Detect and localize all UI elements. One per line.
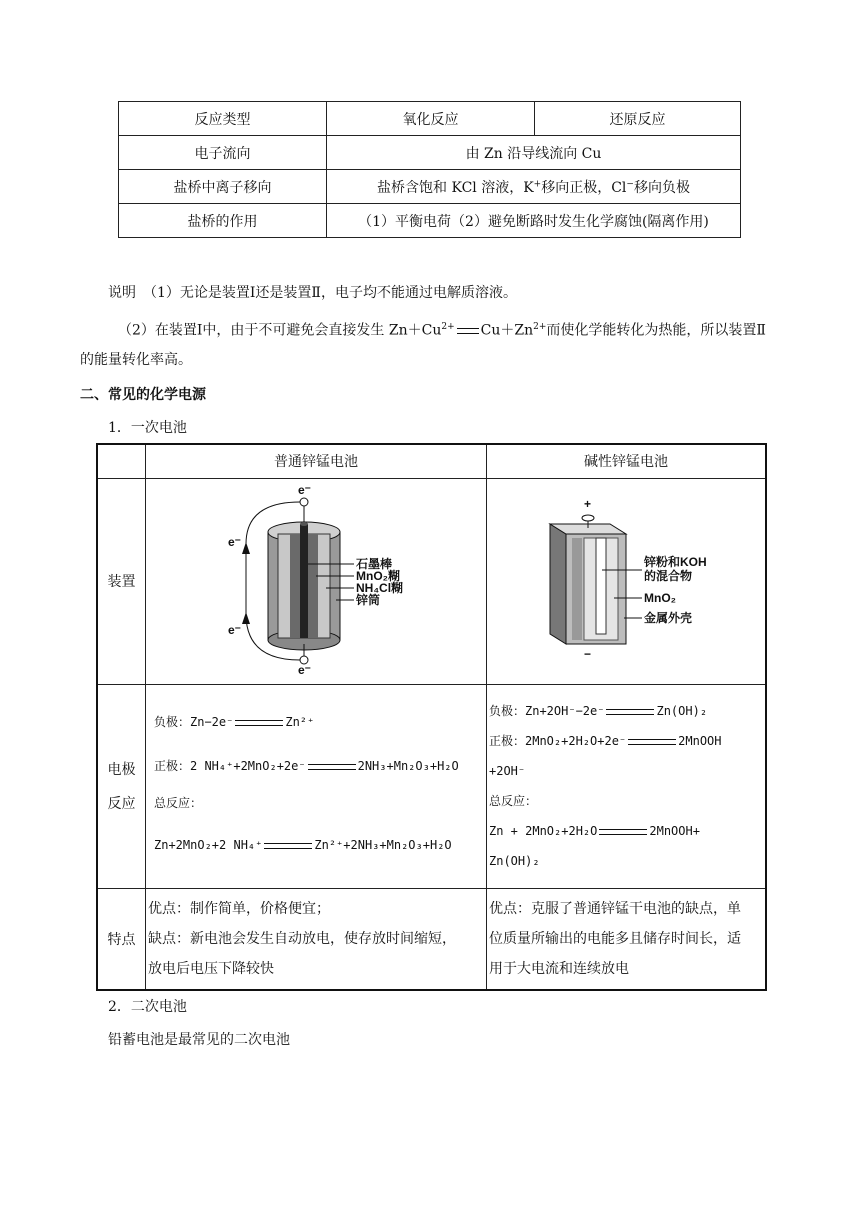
mno2-label: MnO₂ (644, 591, 676, 605)
table-cell (97, 444, 146, 478)
text: 盐桥含饱和 KCl 溶液，K (377, 179, 534, 196)
electron-label: e⁻ (228, 535, 242, 549)
feature-line: 缺点：新电池会发生自动放电，使存放时间缩短， (148, 930, 456, 947)
graphite-rod-label: 石墨棒 (356, 557, 393, 571)
negative-terminal-label: − (584, 647, 592, 661)
table-row (119, 136, 741, 170)
table-cell: 电子流向 (119, 136, 327, 170)
mno2-paste-label: MnO₂糊 (356, 569, 400, 583)
note-line-2 (118, 316, 766, 342)
equation-right: 2MnOOH+ (649, 824, 700, 838)
table-cell (487, 684, 767, 888)
subsection-title: 1．一次电池 (108, 420, 187, 436)
table-cell (487, 888, 767, 990)
feature-line: 位质量所输出的电能多且储存时间长，适 (489, 930, 741, 947)
equation-left: Zn+2MnO₂+2 NH₄⁺ (154, 838, 263, 852)
equals-sign (235, 720, 283, 726)
feature-line: 用于大电流和连续放电 (489, 960, 629, 977)
table-cell: 盐桥中离子移向 (119, 170, 327, 204)
equation-continuation: +2OH⁻ (489, 764, 526, 778)
nh4cl-paste-label: NH₄Cl糊 (356, 581, 404, 595)
summary-table (118, 101, 741, 238)
superscript: 2+ (533, 322, 547, 332)
table-cell (146, 888, 487, 990)
table-cell: 反应类型 (119, 102, 327, 136)
text: （2）在装置Ⅰ中，由于不可避免会直接发生 Zn＋Cu (118, 322, 442, 339)
metal-shell-label: 金属外壳 (644, 611, 693, 625)
positive-terminal-label: + (584, 497, 592, 511)
equation-left: 正极：2 NH₄⁺+2MnO₂+2e⁻ (154, 759, 306, 773)
equation-left: 负极：Zn+2OH⁻−2e⁻ (489, 704, 605, 718)
table-row (97, 478, 766, 684)
feature-line: 放电后电压下降较快 (148, 960, 274, 977)
superscript: 2+ (441, 322, 455, 332)
table-row (119, 170, 741, 204)
battery-table (96, 443, 767, 991)
row-label (97, 684, 146, 888)
electron-label: e⁻ (228, 623, 242, 637)
row-label-line: 反应 (107, 796, 136, 812)
table-row (97, 684, 766, 888)
note-line-1: 说明 （1）无论是装置Ⅰ还是装置Ⅱ，电子均不能通过电解质溶液。 (108, 285, 517, 301)
equals-sign (308, 764, 356, 770)
equals-sign (457, 328, 479, 334)
row-label-line: 电极 (107, 762, 136, 778)
body-text: 铅蓄电池是最常见的二次电池 (108, 1032, 290, 1048)
feature-line: 优点：克服了普通锌锰干电池的缺点，单 (489, 900, 741, 917)
table-cell (327, 170, 741, 204)
table-row (97, 444, 766, 478)
table-row (119, 204, 741, 238)
table-row (119, 102, 741, 136)
subsection-title: 2．二次电池 (108, 999, 187, 1015)
equation-right: 2MnOOH (678, 734, 722, 748)
equation-right: Zn²⁺+2NH₃+Mn₂O₃+H₂O (314, 838, 452, 852)
table-cell: 由 Zn 沿导线流向 Cu (327, 136, 741, 170)
equation-left: 负极：Zn−2e⁻ (154, 715, 234, 729)
figure-cell (146, 478, 487, 684)
zinc-koh-label-2: 的混合物 (644, 569, 693, 583)
table-row (97, 888, 766, 990)
note-line-3: 的能量转化率高。 (80, 352, 192, 368)
table-cell (146, 684, 487, 888)
feature-line: 优点：制作简单，价格便宜； (148, 900, 330, 917)
text: 而使化学能转化为热能，所以装置Ⅱ (546, 322, 766, 339)
equation-label: 总反应： (489, 794, 538, 808)
superscript: − (626, 178, 634, 189)
row-label: 装置 (97, 478, 146, 684)
zinc-can-label: 锌筒 (356, 593, 381, 607)
table-cell: 还原反应 (535, 102, 741, 136)
table-cell: 普通锌锰电池 (146, 444, 487, 478)
electron-label: e⁻ (298, 663, 312, 674)
equation-left: Zn + 2MnO₂+2H₂O (489, 824, 598, 838)
table-cell: 碱性锌锰电池 (487, 444, 767, 478)
equals-sign (628, 739, 676, 745)
electron-label: e⁻ (298, 484, 312, 497)
row-label: 特点 (97, 888, 146, 990)
equation-right: Zn²⁺ (285, 715, 315, 729)
equation-right: 2NH₃+Mn₂O₃+H₂O (357, 759, 459, 773)
text: 移向负极 (633, 179, 690, 196)
table-cell: 盐桥的作用 (119, 204, 327, 238)
superscript: + (533, 178, 542, 189)
section-title: 二、常见的化学电源 (80, 387, 206, 403)
text: Cu＋Zn (480, 322, 534, 339)
equals-sign (264, 843, 312, 849)
equation-left: 正极：2MnO₂+2H₂O+2e⁻ (489, 734, 627, 748)
equation-continuation: Zn(OH)₂ (489, 854, 540, 868)
text: 移向正极，Cl (541, 179, 627, 196)
equation-right: Zn(OH)₂ (656, 704, 708, 718)
table-cell: 氧化反应 (327, 102, 535, 136)
equals-sign (599, 829, 647, 835)
zinc-koh-label: 锌粉和KOH (644, 555, 707, 569)
table-cell: （1）平衡电荷（2）避免断路时发生化学腐蚀(隔离作用) (327, 204, 741, 238)
zinc-manganese-battery-diagram (216, 484, 416, 674)
equation-label: 总反应： (154, 796, 203, 810)
figure-cell (487, 478, 767, 684)
equals-sign (606, 709, 654, 715)
alkaline-battery-diagram (526, 494, 726, 664)
